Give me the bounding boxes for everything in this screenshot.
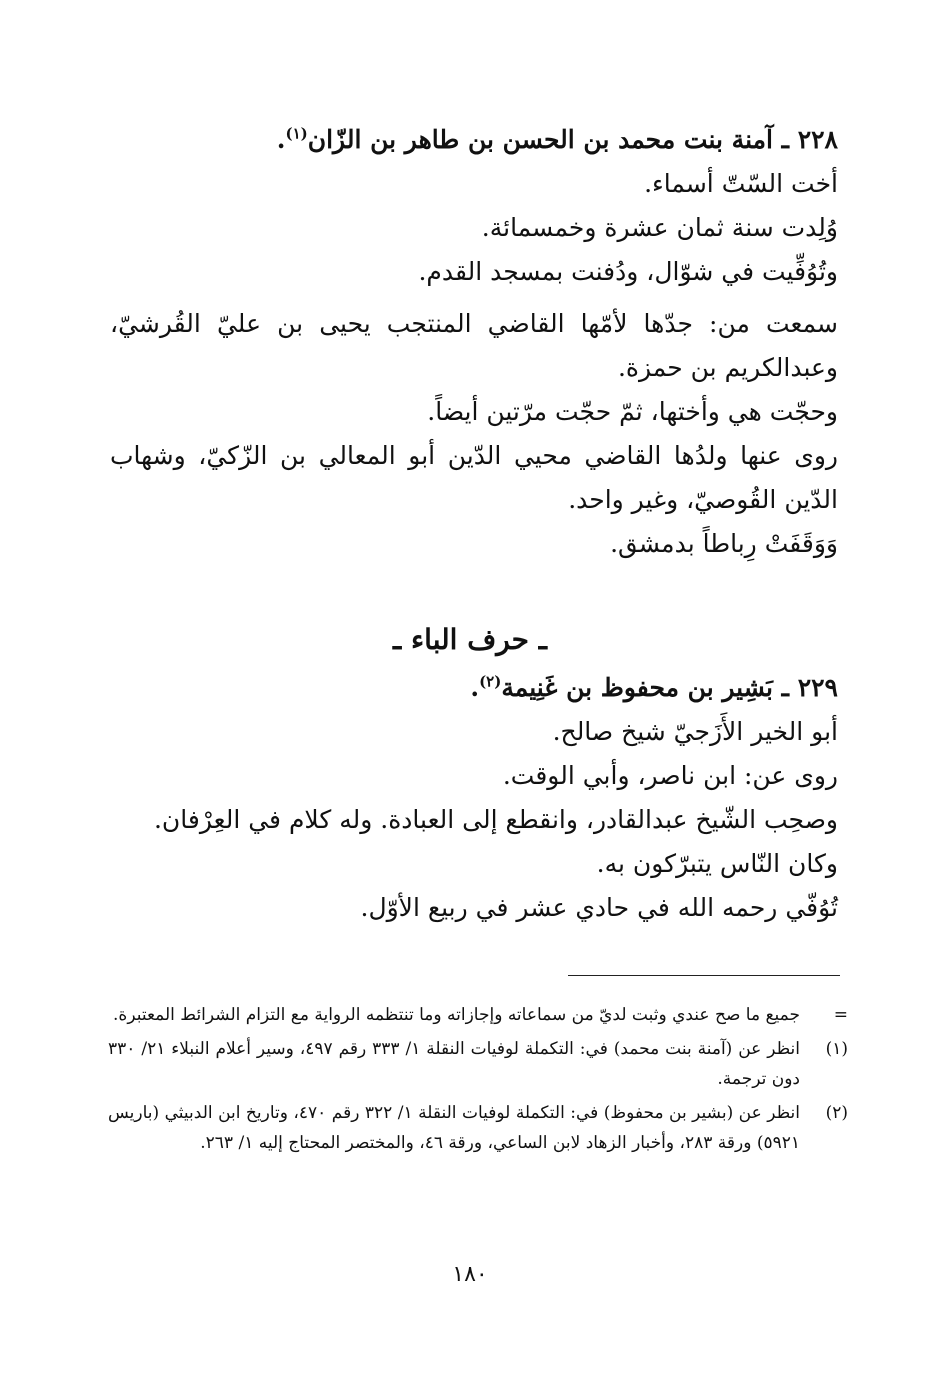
entry-228-line: سمعت من: جدّها لأمّها القاضي المنتجب يحيى بن عليّ القُرشيّ، وعبدالكريم بن حمزة. [110,309,838,382]
footnote-mark: = [833,1005,848,1025]
section-heading: ـ حرف الباء ـ [393,623,547,656]
footnote-1 [108,1034,848,1094]
entry-229-title [110,666,838,710]
footnote-separator [568,975,840,976]
entry-229-line: روى عن: ابن ناصر، وأبي الوقت. [502,761,838,790]
footnote-continuation [108,1000,848,1030]
footnote-mark: (١) [825,1039,848,1059]
footnote-mark: (٢) [825,1103,848,1123]
entry-228-title-end: . [276,125,286,154]
footnote-2 [108,1098,848,1158]
entry-229-line: أبو الخير الأَزَجيّ شيخ صالح. [552,717,838,746]
entry-228-line: وُلِدت سنة ثمان عشرة وخمسمائة. [481,213,838,242]
footnote-text: جميع ما صح عندي وثبت لديّ من سماعاته وإجازاته وما تنتظمه الرواية مع التزام الشرائط المعتبرة. [113,1005,800,1025]
footnote-ref-2[interactable]: (٢) [479,672,502,691]
entry-228-title [110,118,838,162]
entry-228-line: وحجّت هي وأختها، ثمّ حجّت مرّتين أيضاً. [427,397,838,426]
entry-228-line: وَوَقَفَتْ رِباطاً بدمشق. [610,529,838,558]
entry-228-title-text: ٢٢٨ ـ آمنة بنت محمد بن الحسن بن طاهر بن الزّان [307,125,838,154]
entry-228 [110,118,838,566]
footnotes [108,1000,848,1162]
page-number: ١٨٠ [452,1262,488,1287]
footnote-text: انظر عن (آمنة بنت محمد) في: التكملة لوفيات النقلة ١/ ٣٣٣ رقم ٤٩٧، وسير أعلام النبلاء ٢١/ ٣٣٠ دون ترجمة. [108,1039,800,1089]
entry-229 [110,666,838,930]
entry-229-title-text: ٢٢٩ ـ بَشِير بن محفوظ بن غَنِيمة [501,673,838,702]
entry-229-line: وصحِب الشّيخ عبدالقادر، وانقطع إلى العبادة. وله كلام في العِرْفان. [153,805,838,834]
entry-228-line: وتُوُفِّيت في شوّال، ودُفنت بمسجد القدم. [418,257,838,286]
entry-229-title-end: . [470,673,480,702]
entry-228-line: أخت السّتّ أسماء. [644,169,838,198]
entry-229-line: وكان النّاس يتبرّكون به. [596,849,838,878]
footnote-text: انظر عن (بشير بن محفوظ) في: التكملة لوفيات النقلة ١/ ٣٢٢ رقم ٤٧٠، وتاريخ ابن الدبيثي (باريس ٥٩٢١) ورقة ٢٨٣، وأخبار الزهاد لابن الساعي، ورقة ٤٦، والمختصر المحتاج إليه ١/ ٢٦٣. [108,1103,800,1153]
footnote-ref-1[interactable]: (١) [285,124,308,143]
entry-228-line: روى عنها ولدُها القاضي محيي الدّين أبو المعالي بن الزّكيّ، وشهاب الدّين القُوصيّ، وغير واحد. [110,441,838,514]
entry-229-line: تُوُفّي رحمه الله في حادي عشر في ربيع الأوّل. [360,893,838,922]
